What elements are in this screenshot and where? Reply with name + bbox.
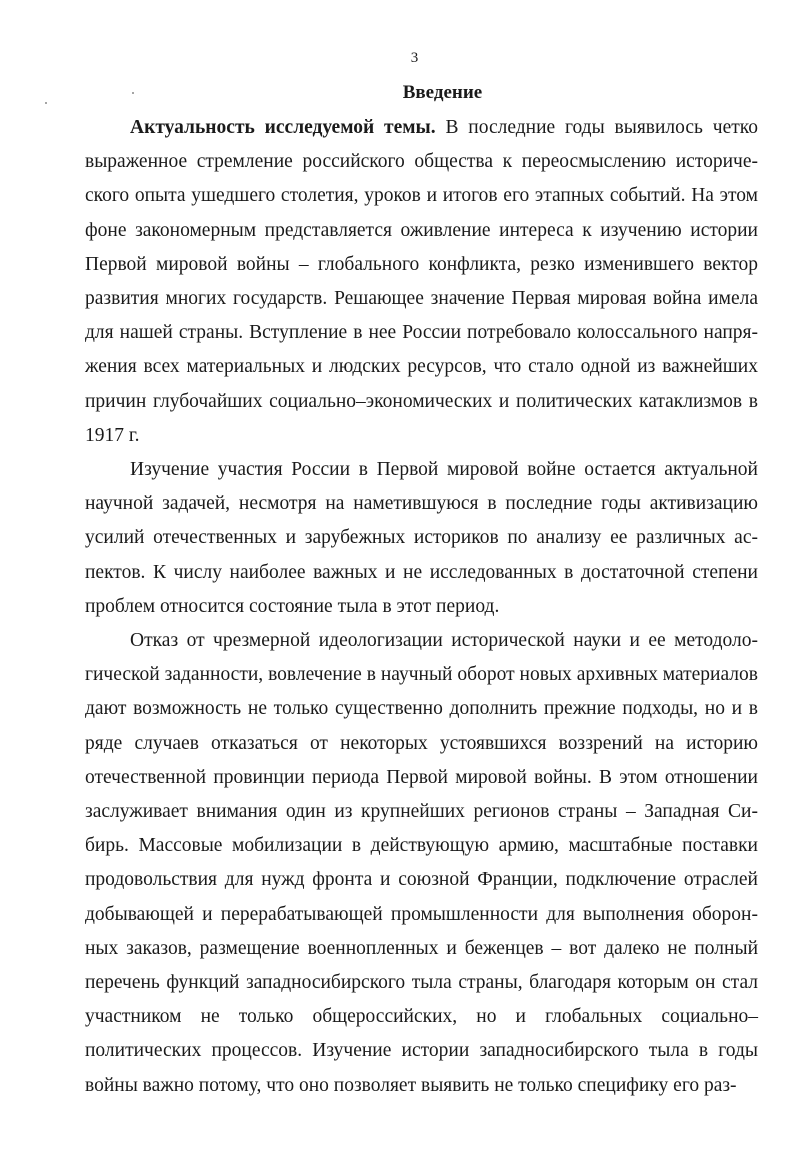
paragraph-approach: Отказ от чрезмерной идеологизации исторической науки и ее методологической заданности, вовлечение в научный оборот новых архивных материалов дают возможность не только существенно дополнить прежние подходы, но и в ряде случаев отказаться от некоторых устоявшихся воззрений на историю отечественной провинции периода Первой мировой войны. В этом отношении заслуживает внимания один из крупнейших регионов страны – Западная Сибирь. Массовые мобилизации в действующую армию, масштабные поставки продовольствия для нужд фронта и союзной Франции, подключение отраслей добывающей и перерабатывающей промышленности для выполнения оборонных заказов, размещение военнопленных и беженцев – вот далеко не полный перечень функций западносибирского тыла страны, благодаря которым он стал участником не только общероссийских, но и глобальных социально–политических процессов. Изучение истории западносибирского тыла в годы войны важно потому, что оно позволяет выявить не только специфику его раз-	[85, 630, 758, 1096]
paragraph-lead: Актуальность исследуемой темы.	[130, 117, 436, 138]
section-heading: Введение	[402, 82, 483, 103]
paragraph-study: Изучение участия России в Первой мировой войне остается актуальной научной задачей, несмотря на наметившуюся в последние годы активизацию усилий отечественных и зарубежных историков по анализу ее различных аспектов. К числу наиболее важных и не исследованных в достаточной степени проблем относится состояние тыла в этот период.	[85, 459, 758, 617]
body-text	[85, 111, 758, 1103]
page-number: 3	[410, 50, 419, 66]
paragraph-text: В последние годы выявилось четко выраженное стремление российского общества к переосмыслению исторического опыта ушедшего столетия, уроков и итогов его этапных событий. На этом фоне закономерным представляется оживление интереса к изучению истории Первой мировой войны – глобального конфликта, резко изменившего вектор развития многих государств. Решающее значение Первая мировая война имела для нашей страны. Вступление в нее России потребовало колоссального напряжения всех материальных и людских ресурсов, что стало одной из важнейших причин глубочайших социально–экономических и политических катаклизмов в 1917 г.	[85, 117, 758, 446]
paragraph-relevance	[85, 111, 758, 453]
